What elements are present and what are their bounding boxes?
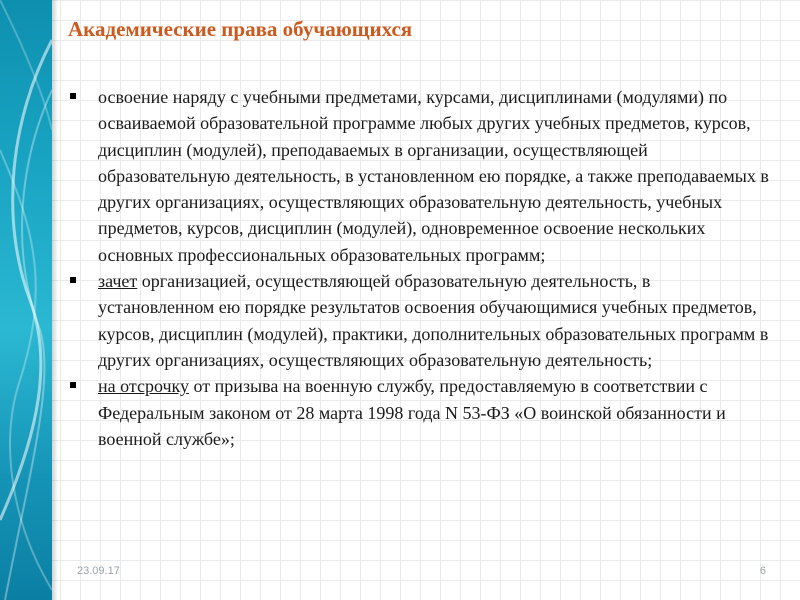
- item-lead: на отсрочку: [98, 376, 190, 397]
- bullet-list: [70, 84, 770, 452]
- bullet-square-icon: [70, 93, 76, 99]
- band-shadow: [52, 0, 58, 600]
- decorative-side-band: [0, 0, 52, 600]
- item-text: от призыва на военную службу, предоставляемую в соответствии с Федеральным законом от 28 марта 1998 года N 53-ФЗ «О воинской обязанности и военной службе»;: [98, 376, 726, 449]
- list-item: [70, 84, 770, 268]
- item-text: освоение наряду с учебными предметами, курсами, дисциплинами (модулями) по осваиваемой образовательной программе любых других учебных предметов, курсов, дисциплин (модулей), преподаваемых в организации, осуществляющей образовательную деятельность, в установленном ею порядке, а также преподаваемых в других организациях, осуществляющих образовательную деятельность, учебных предметов, курсов, дисциплин (модулей), одновременное освоение нескольких основных профессиональных образовательных программ;: [98, 87, 769, 265]
- wave-decoration: [0, 0, 52, 600]
- slide-page-number: 6: [759, 565, 766, 577]
- bullet-square-icon: [70, 382, 76, 388]
- bullet-square-icon: [70, 277, 76, 283]
- list-item: [70, 373, 770, 452]
- item-text: организацией, осуществляющей образовательную деятельность, в установленном ею порядке результатов освоения обучающимися учебных предметов, курсов, дисциплин (модулей), практики, дополнительных образовательных программ в других организациях, осуществляющих образовательную деятельность;: [98, 271, 769, 370]
- item-lead: зачет: [98, 271, 138, 292]
- list-item: [70, 268, 770, 373]
- slide-date: 23.09.17: [77, 565, 120, 577]
- slide-title: Академические права обучающихся: [68, 17, 413, 41]
